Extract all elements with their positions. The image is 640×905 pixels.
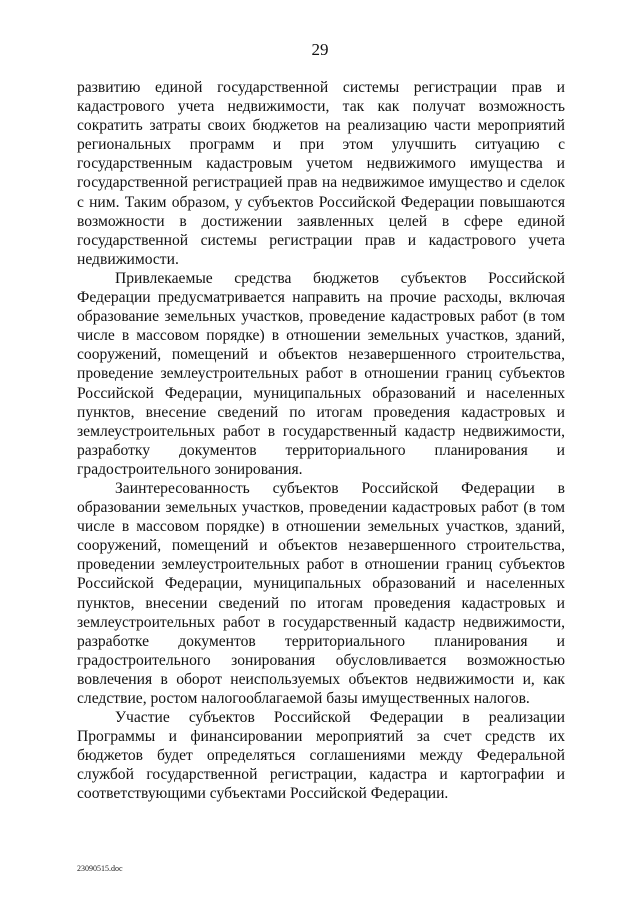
paragraph-1: развитию единой государственной системы регистрации прав и кадастрового учета недвижимости, так как получат возможность сократить затраты своих бюджетов на реализацию части мероприятий региональных программ и при этом улучшить ситуацию с государственным кадастровым учетом недвижимого имущества и государственной регистрацией прав на недвижимое имущество и сделок с ним. Таким образом, у субъектов Российской Федерации повышаются возможности в достижении заявленных целей в сфере единой государственной системы регистрации прав и кадастрового учета недвижимости. (77, 79, 565, 268)
document-body (77, 78, 565, 804)
page-number: 29 (311, 40, 329, 59)
file-name-footer: 23090515.doc (77, 864, 123, 873)
paragraph-4: Участие субъектов Российской Федерации в реализации Программы и финансировании мероприятий за счет средств их бюджетов будет определяться соглашениями между Федеральной службой государственной регистрации, кадастра и картографии и соответствующими субъектами Российской Федерации. (77, 709, 565, 803)
paragraph-3: Заинтересованность субъектов Российской Федерации в образовании земельных участков, проведении кадастровых работ (в том числе в массовом порядке) в отношении земельных участков, зданий, сооружений, помещений и объектов незавершенного строительства, проведении землеустроительных работ в отношении границ субъектов Российской Федерации, муниципальных образований и населенных пунктов, внесении сведений по итогам проведения кадастровых и землеустроительных работ в государственный кадастр недвижимости, разработке документов территориального планирования и градостроительного зонирования обусловливается возможностью вовлечения в оборот неиспользуемых объектов недвижимости и, как следствие, ростом налогооблагаемой базы имущественных налогов. (77, 479, 565, 707)
paragraph-2: Привлекаемые средства бюджетов субъектов Российской Федерации предусматривается направить на прочие расходы, включая образование земельных участков, проведение кадастровых работ (в том числе в массовом порядке) в отношении земельных участков, зданий, сооружений, помещений и объектов незавершенного строительства, проведение землеустроительных работ в отношении границ субъектов Российской Федерации, муниципальных образований и населенных пунктов, внесение сведений по итогам проведения кадастровых и землеустроительных работ в государственный кадастр недвижимости, разработку документов территориального планирования и градостроительного зонирования. (77, 269, 565, 478)
